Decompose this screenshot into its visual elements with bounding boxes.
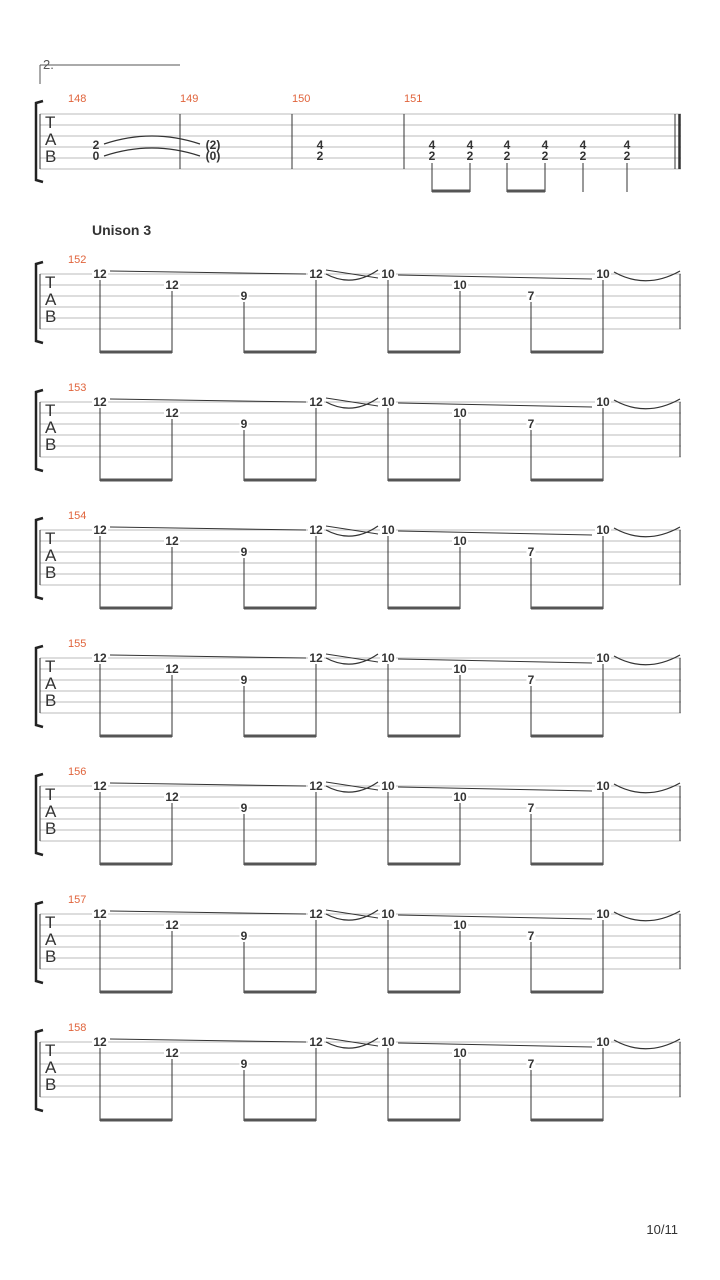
- page-number: 10/11: [646, 1222, 678, 1237]
- fret-number: 10: [596, 779, 610, 793]
- tab-letter-a: A: [45, 546, 57, 565]
- tab-system-8: [36, 1022, 681, 1121]
- fret-number: 12: [93, 1035, 107, 1049]
- fret-number: 10: [596, 907, 610, 921]
- slide-line: [398, 403, 592, 407]
- fret-number: 2: [466, 149, 474, 163]
- fret-number: 4: [503, 138, 511, 152]
- tab-letter-t: T: [45, 401, 56, 420]
- fret-number: 10: [381, 651, 395, 665]
- fret-number: 12: [309, 523, 323, 537]
- fret-number: 7: [527, 289, 535, 303]
- tab-letter-t: T: [45, 1041, 56, 1060]
- fret-number: (0): [205, 149, 221, 163]
- fret-number: 12: [165, 406, 179, 420]
- fret-number: 12: [309, 907, 323, 921]
- fret-number: 10: [596, 1035, 610, 1049]
- slide-line: [398, 915, 592, 919]
- fret-number: 10: [596, 395, 610, 409]
- fret-number: 7: [527, 1057, 535, 1071]
- fret-number: 12: [309, 651, 323, 665]
- fret-number: 12: [93, 651, 107, 665]
- tab-letter-b: B: [45, 691, 57, 710]
- tie: [614, 527, 680, 537]
- fret-number: 7: [527, 673, 535, 687]
- tab-letter-b: B: [45, 947, 57, 966]
- tie: [614, 271, 680, 281]
- measure-number: 151: [404, 93, 423, 105]
- section-label: Unison 3: [92, 222, 152, 238]
- fret-number: 12: [93, 779, 107, 793]
- fret-number: 2: [623, 149, 631, 163]
- fret-number: 2: [503, 149, 511, 163]
- fret-number: 2: [428, 149, 436, 163]
- fret-number: 10: [453, 1046, 467, 1060]
- measure-number: 156: [68, 766, 87, 778]
- volta-label: 2.: [43, 57, 54, 72]
- tab-system-5: [36, 638, 681, 737]
- tie: [614, 783, 680, 793]
- tab-letter-a: A: [45, 290, 57, 309]
- riff-systems: [36, 254, 681, 1121]
- tie: [104, 148, 200, 156]
- tab-letter-a: A: [45, 674, 57, 693]
- fret-number: 10: [453, 662, 467, 676]
- fret-number: 9: [240, 673, 248, 687]
- tab-system-3: [36, 382, 681, 481]
- tab-system-7: [36, 894, 681, 993]
- tab-system-4: [36, 510, 681, 609]
- fret-number: 12: [165, 534, 179, 548]
- tie: [614, 911, 680, 921]
- fret-number: 12: [93, 395, 107, 409]
- tab-letter-a: A: [45, 802, 57, 821]
- fret-number: 7: [527, 801, 535, 815]
- tab-system-6: [36, 766, 681, 865]
- fret-number: 7: [527, 417, 535, 431]
- measure-number: 155: [68, 638, 87, 650]
- fret-number: 4: [623, 138, 631, 152]
- fret-number: 10: [453, 534, 467, 548]
- tab-letter-t: T: [45, 785, 56, 804]
- fret-number: 12: [165, 1046, 179, 1060]
- measure-number: 150: [292, 93, 311, 105]
- tab-letter-a: A: [45, 930, 57, 949]
- measure-number: 152: [68, 254, 87, 266]
- measure-number: 157: [68, 894, 87, 906]
- fret-number: 10: [453, 406, 467, 420]
- fret-number: 10: [453, 918, 467, 932]
- fret-number: 12: [93, 267, 107, 281]
- fret-number: 10: [596, 651, 610, 665]
- fret-number: 10: [381, 267, 395, 281]
- fret-number: 10: [381, 779, 395, 793]
- fret-number: 2: [92, 138, 100, 152]
- tab-letter-a: A: [45, 1058, 57, 1077]
- tab-letter-t: T: [45, 273, 56, 292]
- fret-number: 4: [466, 138, 474, 152]
- measure-number: 149: [180, 93, 199, 105]
- fret-number: 10: [453, 790, 467, 804]
- fret-number: 12: [165, 918, 179, 932]
- fret-number: 9: [240, 545, 248, 559]
- tab-letter-b: B: [45, 147, 57, 166]
- slide-line: [398, 531, 592, 535]
- tie: [614, 399, 680, 409]
- tab-letter-b: B: [45, 435, 57, 454]
- fret-number: 12: [309, 395, 323, 409]
- measure-number: 158: [68, 1022, 87, 1034]
- fret-number: 10: [381, 907, 395, 921]
- fret-number: 9: [240, 929, 248, 943]
- fret-number: 4: [541, 138, 549, 152]
- fret-number: 9: [240, 417, 248, 431]
- fret-number: 12: [309, 1035, 323, 1049]
- tie: [614, 655, 680, 665]
- fret-number: 12: [165, 662, 179, 676]
- volta-bracket: [40, 57, 180, 84]
- fret-number: 9: [240, 1057, 248, 1071]
- fret-number: 10: [381, 395, 395, 409]
- tab-letter-b: B: [45, 819, 57, 838]
- fret-number: 4: [579, 138, 587, 152]
- measure-151-notes: [429, 138, 631, 192]
- fret-number: 0: [92, 149, 100, 163]
- tab-system-2: [36, 254, 681, 353]
- tab-system-1: [36, 93, 681, 192]
- tab-letter-b: B: [45, 307, 57, 326]
- tab-letter-t: T: [45, 113, 56, 132]
- fret-number: 10: [381, 523, 395, 537]
- fret-number: (2): [205, 138, 221, 152]
- fret-number: 9: [240, 801, 248, 815]
- fret-number: 10: [596, 523, 610, 537]
- fret-number: 12: [309, 267, 323, 281]
- tie: [104, 136, 200, 144]
- measure-number: 154: [68, 510, 87, 522]
- tab-letter-a: A: [45, 130, 57, 149]
- fret-number: 2: [541, 149, 549, 163]
- fret-number: 4: [428, 138, 436, 152]
- measure-number: 153: [68, 382, 87, 394]
- fret-number: 2: [579, 149, 587, 163]
- fret-number: 12: [309, 779, 323, 793]
- tab-letter-t: T: [45, 529, 56, 548]
- slide-line: [398, 275, 592, 279]
- fret-number: 12: [165, 278, 179, 292]
- tab-letter-t: T: [45, 657, 56, 676]
- fret-number: 9: [240, 289, 248, 303]
- tab-letter-b: B: [45, 563, 57, 582]
- slide-line: [398, 1043, 592, 1047]
- slide-line: [398, 787, 592, 791]
- tie: [614, 1039, 680, 1049]
- tab-letter-a: A: [45, 418, 57, 437]
- tab-letter-t: T: [45, 913, 56, 932]
- fret-number: 10: [381, 1035, 395, 1049]
- fret-number: 2: [316, 149, 324, 163]
- tab-letter-b: B: [45, 1075, 57, 1094]
- fret-number: 12: [165, 790, 179, 804]
- measure-number: 148: [68, 93, 87, 105]
- fret-number: 12: [93, 907, 107, 921]
- fret-number: 12: [93, 523, 107, 537]
- fret-number: 10: [453, 278, 467, 292]
- fret-number: 10: [596, 267, 610, 281]
- tab-clef: [45, 113, 57, 166]
- slide-line: [398, 659, 592, 663]
- fret-number: 7: [527, 545, 535, 559]
- fret-number: 4: [316, 138, 324, 152]
- fret-number: 7: [527, 929, 535, 943]
